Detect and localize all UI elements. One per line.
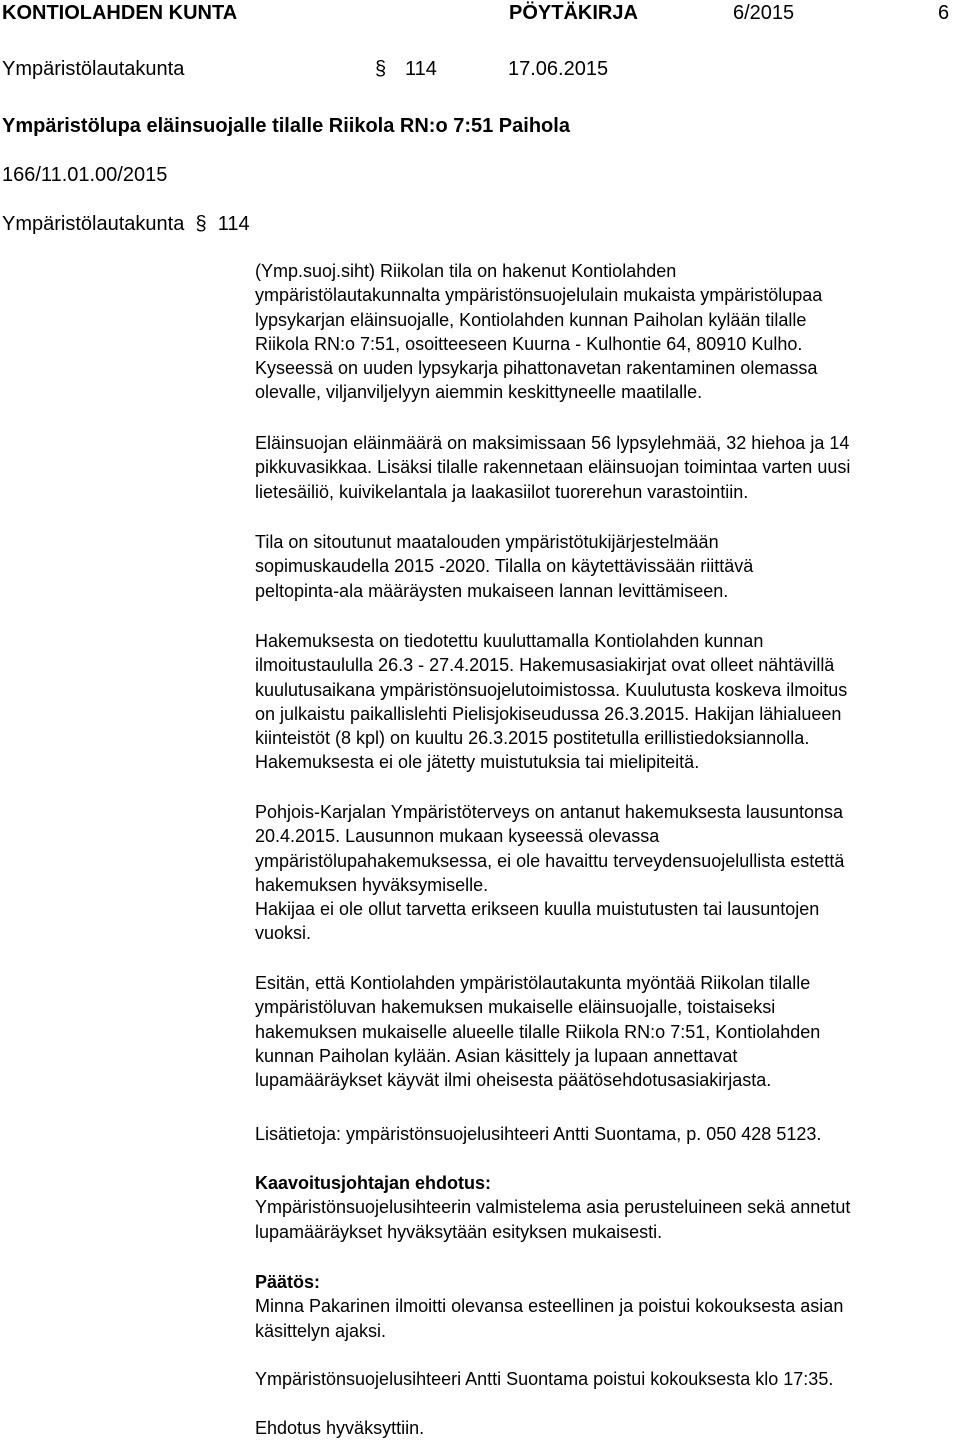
text-line: ympäristölautakunnalta ympäristönsuojelulain mukaista ympäristölupaa	[255, 285, 823, 306]
paragraph-contact-info	[255, 1122, 960, 1146]
text-line: käsittelyn ajaksi.	[255, 1320, 387, 1341]
municipality-name: KONTIOLAHDEN KUNTA	[2, 2, 238, 24]
text-line: Hakemuksesta ei ole jätetty muistutuksia tai mielipiteitä.	[255, 752, 700, 773]
text-line: kuulutusaikana ympäristönsuojelutoimistossa. Kuulutusta koskeva ilmoitus	[255, 679, 848, 700]
text-line: Lisätietoja: ympäristönsuojelusihteeri Antti Suontama, p. 050 428 5123.	[255, 1124, 822, 1144]
text-line: ilmoitustaululla 26.3 - 27.4.2015. Hakemusasiakirjat ovat olleet nähtävillä	[255, 655, 835, 676]
section-sign-icon: §	[189, 213, 213, 235]
text-line: (Ymp.suoj.siht) Riikolan tila on hakenut Kontiolahden	[255, 261, 677, 281]
text-line: ympäristölupahakemuksessa, ei ole havaittu terveydensuojelullista estettä	[255, 850, 845, 871]
section-reference-number: 114	[217, 213, 250, 235]
text-line: 20.4.2015. Lausunnon mukaan kyseessä olevassa	[255, 826, 660, 847]
text-line: Tila on sitoutunut maatalouden ympäristötukijärjestelmään	[255, 532, 719, 552]
text-line: ympäristöluvan hakemuksen mukaiselle eläinsuojalle, toistaiseksi	[255, 997, 776, 1018]
text-line: hakemuksen mukaiselle alueelle tilalle Riikola RN:o 7:51, Kontiolahden	[255, 1021, 821, 1042]
page-number: 6	[938, 2, 950, 24]
matter-title: Ympäristölupa eläinsuojalle tilalle Riikola RN:o 7:51 Paihola	[2, 115, 570, 137]
text-line: Eläinsuojan eläinmäärä on maksimissaan 56 lypsylehmää, 32 hiehoa ja 14	[255, 433, 850, 453]
paragraph-public-notice	[255, 629, 960, 775]
text-line: kiinteistöt (8 kpl) on kuultu 26.3.2015 postitetulla erillistiedoksiannolla.	[255, 728, 810, 749]
text-line: lietesäiliö, kuivikelantala ja laakasiilot tuorerehun varastointiin.	[255, 481, 749, 502]
decision-heading: Päätös:	[255, 1272, 321, 1292]
committee-reference	[2, 213, 250, 236]
section-number: 114	[405, 58, 437, 80]
text-line: lupamääräykset käyvät ilmi oheisesta päätösehdotusasiakirjasta.	[255, 1070, 772, 1091]
document-type: PÖYTÄKIRJA	[509, 2, 638, 24]
paragraph-environmental-scheme	[255, 530, 960, 603]
text-line: Kyseessä on uuden lypsykarja pihattonavetan rakentaminen olemassa	[255, 358, 818, 379]
document-number: 6/2015	[733, 2, 795, 24]
text-line: lypsykarjan eläinsuojalle, Kontiolahden kunnan Paiholan kylään tilalle	[255, 309, 807, 330]
text-line: peltopinta-ala määräysten mukaiseen lannan levittämiseen.	[255, 580, 729, 601]
text-line: Ympäristönsuojelusihteeri Antti Suontama poistui kokouksesta klo 17:35.	[255, 1369, 834, 1389]
committee-name: Ympäristölautakunta	[2, 58, 185, 80]
paragraph-health-statement	[255, 800, 960, 946]
meeting-date: 17.06.2015	[508, 58, 609, 80]
text-line: kunnan Paiholan kylään. Asian käsittely ja lupaan annettavat	[255, 1045, 738, 1066]
section-official-proposal	[255, 1171, 960, 1244]
record-id: 166/11.01.00/2015	[2, 164, 168, 186]
text-line: Hakijaa ei ole ollut tarvetta erikseen kuulla muistutusten tai lausuntojen	[255, 899, 820, 920]
text-line: vuoksi.	[255, 923, 312, 944]
paragraph-proposal-text	[255, 971, 960, 1092]
text-line: Ympäristönsuojelusihteerin valmistelema asia perusteluineen sekä annetut	[255, 1197, 851, 1218]
text-line: on julkaistu paikallislehti Pielisjokiseudussa 26.3.2015. Hakijan lähialueen	[255, 703, 842, 724]
text-line: hakemuksen hyväksymiselle.	[255, 874, 489, 895]
text-line: sopimuskaudella 2015 -2020. Tilalla on käytettävissään riittävä	[255, 556, 754, 577]
text-line: Pohjois-Karjalan Ympäristöterveys on antanut hakemuksesta lausuntonsa	[255, 802, 844, 822]
paragraph-animal-count	[255, 431, 960, 504]
text-line: Esitän, että Kontiolahden ympäristölautakunta myöntää Riikolan tilalle	[255, 973, 811, 993]
text-line: Hakemuksesta on tiedotettu kuuluttamalla Kontiolahden kunnan	[255, 631, 764, 651]
text-line: Ehdotus hyväksyttiin.	[255, 1418, 425, 1438]
paragraph-secretary-left	[255, 1367, 960, 1391]
section-decision	[255, 1270, 960, 1343]
proposal-heading: Kaavoitusjohtajan ehdotus:	[255, 1173, 492, 1193]
paragraph-approved	[255, 1416, 960, 1440]
committee-reference-label: Ympäristölautakunta	[2, 213, 185, 235]
text-line: olevalle, viljanviljelyyn aiemmin keskittyneelle maatilalle.	[255, 382, 703, 403]
text-line: lupamääräykset hyväksytään esityksen mukaisesti.	[255, 1221, 663, 1242]
paragraph-application	[255, 259, 960, 405]
text-line: Riikola RN:o 7:51, osoitteeseen Kuurna - Kulhontie 64, 80910 Kulho.	[255, 333, 803, 354]
section-sign-icon: §	[375, 58, 387, 80]
text-line: pikkuvasikkaa. Lisäksi tilalle rakennetaan eläinsuojan toimintaa varten uusi	[255, 457, 851, 478]
text-line: Minna Pakarinen ilmoitti olevansa esteellinen ja poistui kokouksesta asian	[255, 1296, 844, 1317]
